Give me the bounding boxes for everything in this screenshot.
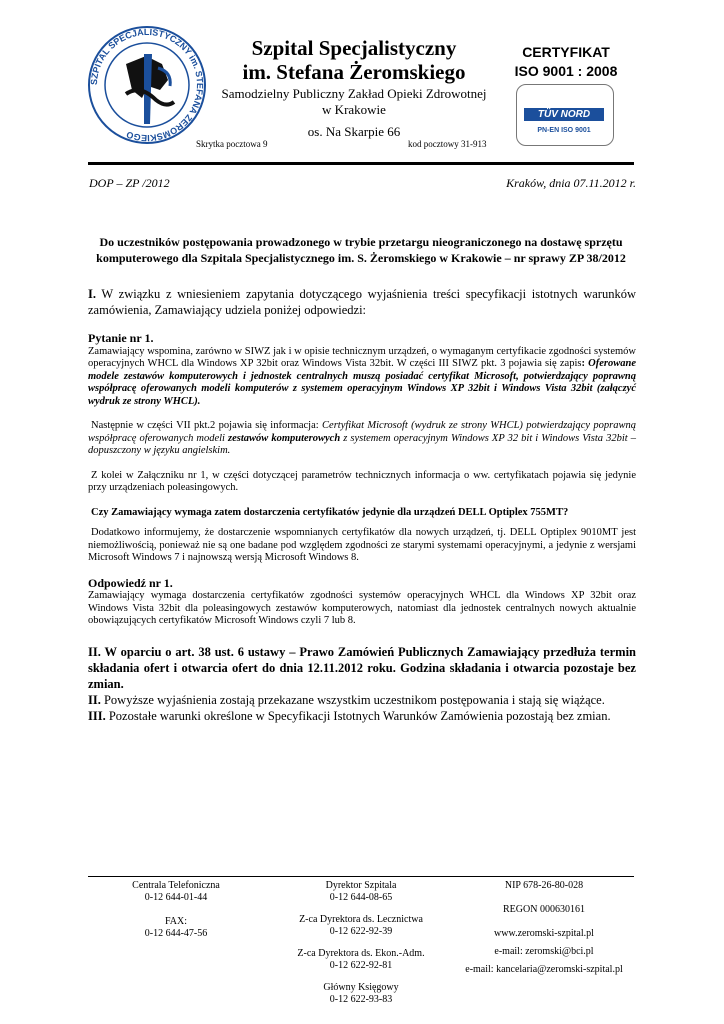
answer-text: Zamawiający wymaga dostarczenia certyfikatów zgodności systemów operacyjnych WHCL dla Windows XP 32bit oraz Windows Vista 32bit dla poleasingowych zestawów komputerowych, natomiast dla jednostek centralnych nowych aktualnie obowiązujących certyfikatów Microsoft Windows czyli 7 lub 8. [88, 590, 636, 626]
footer-accountant-label: Główny Księgowy [323, 982, 399, 993]
po-box: Skrytka pocztowa 9 [196, 139, 268, 149]
section-3-text: Pozostałe warunki określone w Specyfikacji Istotnych Warunków Zamówienia pozostają bez zmian. [105, 708, 611, 723]
q-p1-quote: Oferowane modele zestawów komputerowych i jednostek centralnych muszą posiadać certyfikat Microsoft, potwierdzający poprawną współpracę oferowanych modeli komputerów z systemem operacyjnym Windows XP 32bit i Windows Vista 32bit (załączyć wydruk ze strony WHCL). [88, 358, 636, 407]
footer-nip: NIP 678-26-80-028 [504, 880, 584, 891]
footer-regon: REGON 000630161 [503, 904, 585, 915]
question-title: Pytanie nr 1. [88, 331, 154, 345]
footer-deputy-medical-number: 0-12 622-92-39 [329, 926, 393, 937]
footer-deputy-admin-number: 0-12 622-92-81 [329, 960, 393, 971]
certificate-title: CERTYFIKAT [522, 44, 610, 60]
letter-heading: Do uczestników postępowania prowadzonego w trybie przetargu nieograniczonego na dostawę sprzętu komputerowego dla Szpitala Specjalistycznego im. S. Żeromskiego w Krakowie – nr sprawy ZP 38/2012 [96, 235, 626, 265]
footer-email-2[interactable]: e-mail: kancelaria@zeromski-szpital.pl [465, 964, 623, 975]
section-1 [88, 286, 636, 318]
section-3-number: III. [88, 708, 106, 723]
hospital-name-line1: Szpital Specjalistyczny [251, 36, 457, 60]
logo-ring-text: SZPITAL SPECJALISTYCZNY im. STEFANA ŻEROMSKIEGO [88, 26, 206, 144]
footer-deputy-admin-label: Z-ca Dyrektora ds. Ekon.-Adm. [297, 948, 425, 959]
hospital-subtitle [212, 86, 496, 118]
postal-code: kod pocztowy 31-913 [408, 139, 487, 149]
footer-directors [276, 880, 446, 1006]
section-2b [88, 692, 636, 708]
letter-date: Kraków, dnia 07.11.2012 r. [506, 176, 636, 190]
tuv-nord-logo: TÜV NORD [524, 108, 604, 121]
footer-director-label: Dyrektor Szpitala [325, 880, 397, 891]
footer-deputy-medical-label: Z-ca Dyrektora ds. Lecznictwa [299, 914, 423, 925]
footer-phones [96, 880, 256, 940]
certificate-norm: PN-EN ISO 9001 [537, 127, 591, 134]
footer-identifiers [452, 880, 636, 976]
header-divider [88, 162, 634, 165]
q-p2-quote-bold: zestawów komputerowych [228, 432, 341, 444]
case-reference: DOP – ZP /2012 [89, 176, 170, 190]
question-paragraph-5: Dodatkowo informujemy, że dostarczenie wspomnianych certyfikatów dla nowych urządzeń, tj. DELL Optiplex 9010MT jest niemożliwością, ponieważ nie są one badane pod względem zgodności ze starymi systemami operacyjnymi, a jedynie z wersjami Microsoft Windows 7 i najnowszą wersją Microsoft Windows 8. [88, 527, 636, 563]
section-1-text: W związku z wniesieniem zapytania dotyczącego wyjaśnienia treści specyfikacji istotnych warunków zamówienia, Zamawiający udziela poniżej odpowiedzi: [88, 287, 636, 317]
section-2b-number: II. [88, 692, 101, 707]
question-paragraph-1 [88, 346, 636, 409]
subtitle-line1: Samodzielny Publiczny Zakład Opieki Zdrowotnej [221, 86, 487, 101]
q-p1-text: Zamawiający wspomina, zarówno w SIWZ jak i w opisie technicznym urządzeń, o wymaganym certyfikacie zgodności systemów operacyjnych WHCL dla Windows XP 32bit oraz Windows Vista 32bit. W części III SIWZ pkt. 3 pojawia się zapis [88, 345, 636, 369]
section-3 [88, 708, 636, 724]
q-p2-quote-a: Certyfikat Microsoft (wydruk ze strony WHCL) potwierdzający poprawną współpracę oferowanych modeli [88, 420, 636, 444]
footer-fax-number: 0-12 644-47-56 [144, 928, 208, 939]
section-2b-text: Powyższe wyjaśnienia zostają przekazane wszystkim uczestnikom postępowania i stają się wiążące. [100, 692, 605, 707]
footer-switchboard-label: Centrala Telefoniczna [132, 880, 220, 891]
footer-email-1[interactable]: e-mail: zeromski@bci.pl [494, 946, 594, 957]
q-p1-colon: : [581, 358, 585, 369]
footer-fax-label: FAX: [164, 916, 188, 927]
section-2: II. W oparciu o art. 38 ust. 6 ustawy – Prawo Zamówień Publicznych Zamawiający przedłuża termin składania ofert i otwarcia ofert do dnia 12.11.2012 roku. Godzina składania i otwarcia pozostaje bez zmian. [88, 644, 636, 691]
certificate-standard: ISO 9001 : 2008 [514, 63, 618, 79]
question-paragraph-3: Z kolei w Załączniku nr 1, w części dotyczącej parametrów technicznych informacja o ww. certyfikatach pojawia się jedynie przy urządzeniach poleasingowych. [88, 469, 636, 493]
footer-switchboard-number: 0-12 644-01-44 [144, 892, 208, 903]
q-p2-quote-b: z systemem operacyjnym Windows XP 32 bit i Windows Vista 32bit – dopuszczony w języku angielskim. [88, 432, 637, 456]
hospital-name-line2: im. Stefana Żeromskiego [242, 60, 466, 84]
hospital-address: os. Na Skarpie 66 [307, 124, 401, 139]
letter-body [88, 286, 636, 724]
footer-director-number: 0-12 644-08-65 [329, 892, 393, 903]
section-1-number: I. [88, 287, 96, 301]
footer-website[interactable]: www.zeromski-szpital.pl [494, 928, 594, 939]
footer-accountant-number: 0-12 622-93-83 [329, 994, 393, 1005]
q-p2-text: Następnie w części VII pkt.2 pojawia się informacja: [91, 420, 323, 431]
question-paragraph-2 [88, 420, 636, 458]
question-paragraph-4: Czy Zamawiający wymaga zatem dostarczenia certyfikatów jedynie dla urządzeń DELL Optiplex 755MT? [91, 506, 569, 518]
hospital-logo [86, 24, 208, 146]
subtitle-line2: w Krakowie [322, 102, 386, 117]
footer-divider [88, 876, 634, 877]
answer-title: Odpowiedź nr 1. [88, 575, 173, 590]
